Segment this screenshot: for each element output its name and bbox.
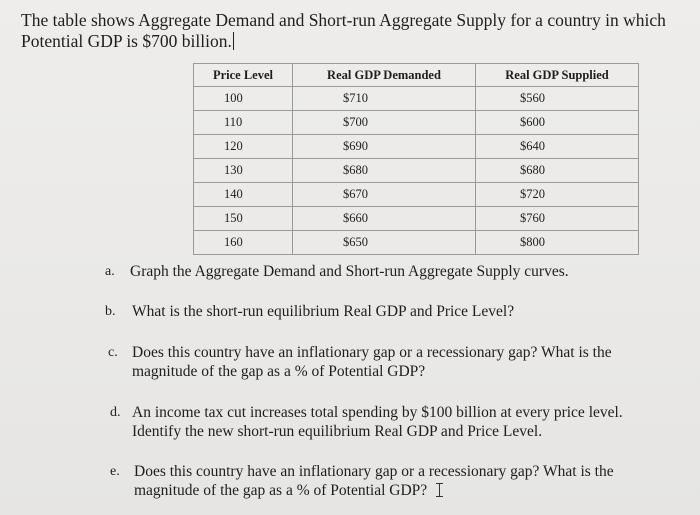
gdp-supplied-cell: $760 (476, 207, 639, 231)
price-level-cell: 150 (194, 207, 293, 231)
question-a-text: Graph the Aggregate Demand and Short-run Aggregate Supply curves. (130, 263, 569, 280)
gdp-supplied-cell: $640 (476, 135, 639, 159)
price-level-cell: 100 (194, 87, 293, 111)
price-level-cell: 130 (194, 159, 293, 183)
question-b-text: What is the short-run equilibrium Real GDP and Price Level? (132, 303, 515, 320)
question-b-letter: b. (105, 304, 116, 319)
question-c-line-2: magnitude of the gap as a % of Potential GDP? (132, 363, 426, 380)
question-e-line-2-text: magnitude of the gap as a % of Potential GDP? (134, 482, 428, 499)
gdp-demanded-cell: $650 (293, 231, 476, 255)
gdp-demanded-cell: $680 (293, 159, 476, 183)
gdp-supplied-cell: $800 (476, 231, 639, 255)
text-cursor (233, 32, 234, 50)
question-e-letter: e. (110, 464, 120, 479)
question-e-line-1: Does this country have an inflationary gap or a recessionary gap? What is the (134, 463, 614, 480)
question-d-line-1: An income tax cut increases total spending by $100 billion at every price level. (132, 404, 623, 421)
question-a-letter: a. (105, 264, 115, 279)
question-d-letter: d. (110, 405, 121, 420)
gdp-demanded-cell: $660 (293, 207, 476, 231)
gdp-demanded-cell: $710 (293, 87, 476, 111)
table-row (194, 87, 639, 111)
question-c-line-1: Does this country have an inflationary gap or a recessionary gap? What is the (132, 344, 612, 361)
gdp-supplied-cell: $560 (476, 87, 639, 111)
gdp-supplied-cell: $680 (476, 159, 639, 183)
header-price-level: Price Level (194, 64, 293, 87)
ad-sras-table (193, 63, 639, 255)
price-level-cell: 160 (194, 231, 293, 255)
table-header-row (194, 64, 639, 87)
price-level-cell: 110 (194, 111, 293, 135)
intro-line-2-text: Potential GDP is $700 billion. (21, 31, 232, 51)
intro-line-2 (21, 31, 681, 52)
table-row (194, 183, 639, 207)
problem-intro (21, 10, 681, 52)
gdp-demanded-cell: $690 (293, 135, 476, 159)
table-row (194, 111, 639, 135)
header-real-gdp-demanded: Real GDP Demanded (293, 64, 476, 87)
question-c-letter: c. (108, 345, 118, 360)
gdp-demanded-cell: $700 (293, 111, 476, 135)
price-level-cell: 120 (194, 135, 293, 159)
table-row (194, 207, 639, 231)
question-e-line-2 (134, 481, 444, 500)
ibeam-cursor-icon (435, 482, 444, 498)
table-row (194, 135, 639, 159)
gdp-demanded-cell: $670 (293, 183, 476, 207)
intro-line-1: The table shows Aggregate Demand and Short-run Aggregate Supply for a country in which (21, 10, 666, 30)
question-d-line-2: Identify the new short-run equilibrium Real GDP and Price Level. (132, 423, 543, 440)
gdp-supplied-cell: $720 (476, 183, 639, 207)
table-row (194, 159, 639, 183)
header-real-gdp-supplied: Real GDP Supplied (476, 64, 639, 87)
price-level-cell: 140 (194, 183, 293, 207)
gdp-supplied-cell: $600 (476, 111, 639, 135)
table-row (194, 231, 639, 255)
